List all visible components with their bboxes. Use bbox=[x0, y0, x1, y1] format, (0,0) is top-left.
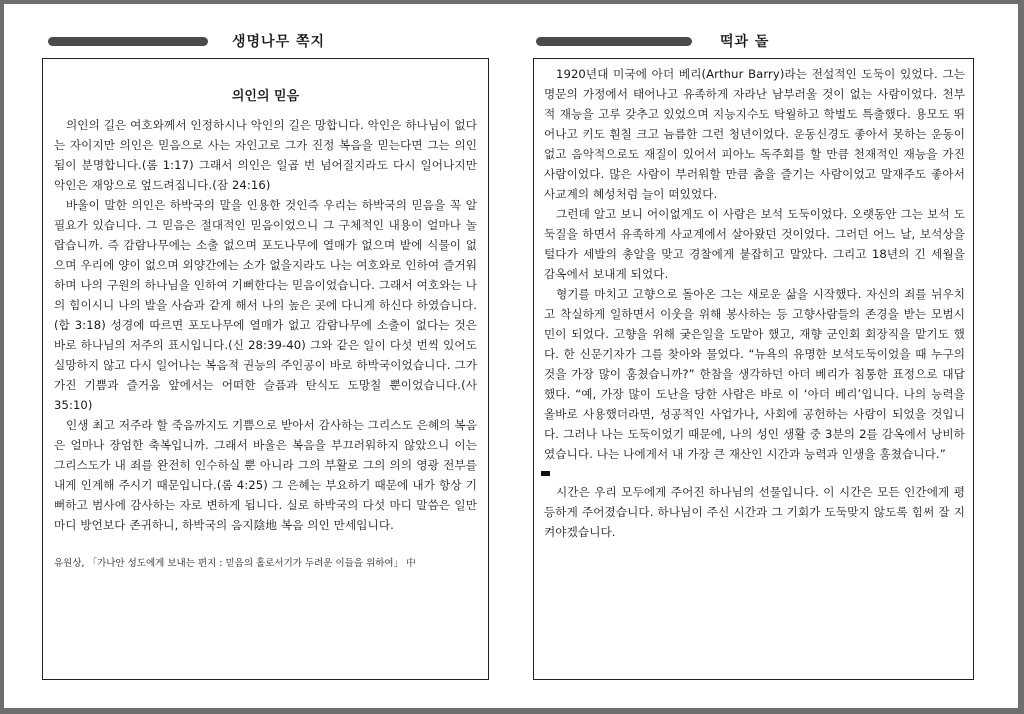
document-page bbox=[4, 4, 1018, 708]
article-paragraph: 인생 최고 저주라 할 죽음까지도 기쁨으로 받아서 감사하는 그리스도 은혜의 복음은 얼마나 장엄한 축복입니까. 그래서 바울은 복음을 부끄러워하지 않았으니 이는 그리스도가 내 죄를 완전히 인수하실 뿐 아니라 그의 부활로 그의 의의 영광 전부를 내게 인계해 주시기 때문입니다.(롬 4:25) 그 은혜는 부요하기 때문에 내가 항상 기뻐하고 범사에 감사하는 자로 변하게 됩니다. 실로 하박국의 다섯 마디 말씀은 일만 마디 방언보다 존귀하니, 하박국의 음지陰地 복음 의인 만세입니다. bbox=[54, 418, 477, 532]
right-column-header bbox=[536, 34, 836, 54]
left-column-title: 생명나무 쪽지 bbox=[232, 34, 326, 50]
article-paragraph: 바울이 말한 의인은 하박국의 말을 인용한 것인즉 우리는 하박국의 믿음을 꼭 알 필요가 있습니다. 그 믿음은 절대적인 믿음이었으니 그 구체적인 내용이 얼마나 놀랍습니까. 즉 감람나무에는 소출 없으며 포도나무에 열매가 없으며 밭에 식물이 없으며 우리에 양이 없으며 외양간에는 소가 없을지라도 나는 여호와로 인하여 즐거워하며 나의 구원의 하나님을 인하여 기뻐한다는 믿음이었습니다. 그래서 여호와는 나의 힘이시니 나의 발을 사슴과 같게 해서 나의 높은 곳에 다니게 하신다 하였습니다.(합 3:18) 성경에 따르면 포도나무에 열매가 없고 감람나무에 소출이 없다는 것은 바로 하나님의 저주의 표시입니다.(신 28:39-40) 그와 같은 일이 다섯 번씩 있어도 실망하지 않고 다시 일어나는 복음적 권능의 주인공이 바로 하박국이었습니다. 그가 가진 기쁨과 즐거움 앞에서는 어떠한 슬픔과 탄식도 도망칠 뿐이었습니다.(사 35:10) bbox=[54, 198, 477, 412]
right-article-box bbox=[533, 58, 974, 680]
closing-paragraph: 시간은 우리 모두에게 주어진 하나님의 선물입니다. 이 시간은 모든 인간에게 평등하게 주어졌습니다. 하나님이 주신 시간과 그 기회가 도둑맞지 않도록 힘써 잘 지켜야겠습니다. bbox=[544, 485, 965, 539]
header-bar bbox=[48, 37, 208, 46]
left-column-header bbox=[48, 34, 348, 54]
right-column-title: 떡과 돌 bbox=[720, 34, 770, 50]
article-paragraph: 그런데 알고 보니 어이없게도 이 사람은 보석 도둑이었다. 오랫동안 그는 보석 도둑질을 하면서 유족하게 사교계에서 살아왔던 것이었다. 그러던 어느 날, 보석상을 털다가 세발의 총알을 맞고 경찰에게 붙잡히고 말았다. 그리고 18년의 긴 세월을 감옥에서 보내게 되었다. bbox=[544, 207, 965, 281]
article-source: 유원상, 「가나안 성도에게 보내는 편지 : 믿음의 홀로서기가 두려운 이들을 위하여」 中 bbox=[54, 558, 416, 569]
article-paragraph: 1920년대 미국에 아더 베리(Arthur Barry)라는 전설적인 도둑이 있었다. 그는 명문의 가정에서 태어나고 유족하게 자라난 남부러울 것이 없는 사람이었다. 천부적 재능을 고루 갖추고 있었으며 지능지수도 탁월하고 학벌도 특출했다. 용모도 뛰어나고 키도 훤칠 크고 늠름한 그런 청년이었다. 운동신경도 좋아서 못하는 운동이 없고 음악적으로도 재질이 있어서 피아노 독주회를 할 만큼 천재적인 재능을 가진 사람이었다. 많은 사람이 부러워할 만큼 춤을 즐기는 사람이었고 말재주도 좋아서 사교계의 혜성처럼 늘이 떠있었다. bbox=[544, 67, 965, 201]
article-title: 의인의 믿음 bbox=[231, 89, 300, 104]
section-marker-icon bbox=[541, 471, 550, 476]
left-article-box bbox=[42, 58, 489, 680]
header-bar bbox=[536, 37, 692, 46]
article-paragraph: 의인의 길은 여호와께서 인정하시나 악인의 길은 망합니다. 악인은 하나님이 없다는 자이지만 의인은 믿음으로 사는 자인고로 그가 진정 복음을 믿는다면 그는 의인됨이 분명합니다.(롬 1:17) 그래서 의인은 일곱 번 넘어질지라도 다시 일어나지만 악인은 재앙으로 엎드려집니다.(잠 24:16) bbox=[54, 118, 477, 192]
article-paragraph: 형기를 마치고 고향으로 돌아온 그는 새로운 삶을 시작했다. 자신의 죄를 뉘우치고 착실하게 일하면서 이웃을 위해 봉사하는 등 고향사람들의 존경을 받는 모범시민이 되었다. 고향을 위해 궂은일을 도맡아 했고, 재향 군인회 회장직을 맡기도 했다. 한 신문기자가 그를 찾아와 물었다. “뉴욕의 유명한 보석도둑이었을 때 누구의 것을 가장 많이 훔쳤습니까?” 한참을 생각하던 아더 베리가 침통한 표정으로 대답했다. “예, 가장 많이 도난을 당한 사람은 바로 이 ‘아더 베리’입니다. 나의 능력을 올바로 사용했더라면, 성공적인 사업가나, 사회에 공헌하는 사람이 되었을 것입니다. 그러나 나는 도둑이었기 때문에, 나의 성인 생활 중 3분의 2를 감옥에서 낭비하였습니다. 나는 나에게서 내 가장 큰 재산인 시간과 능력과 인생을 훔쳤습니다.” bbox=[544, 287, 965, 461]
